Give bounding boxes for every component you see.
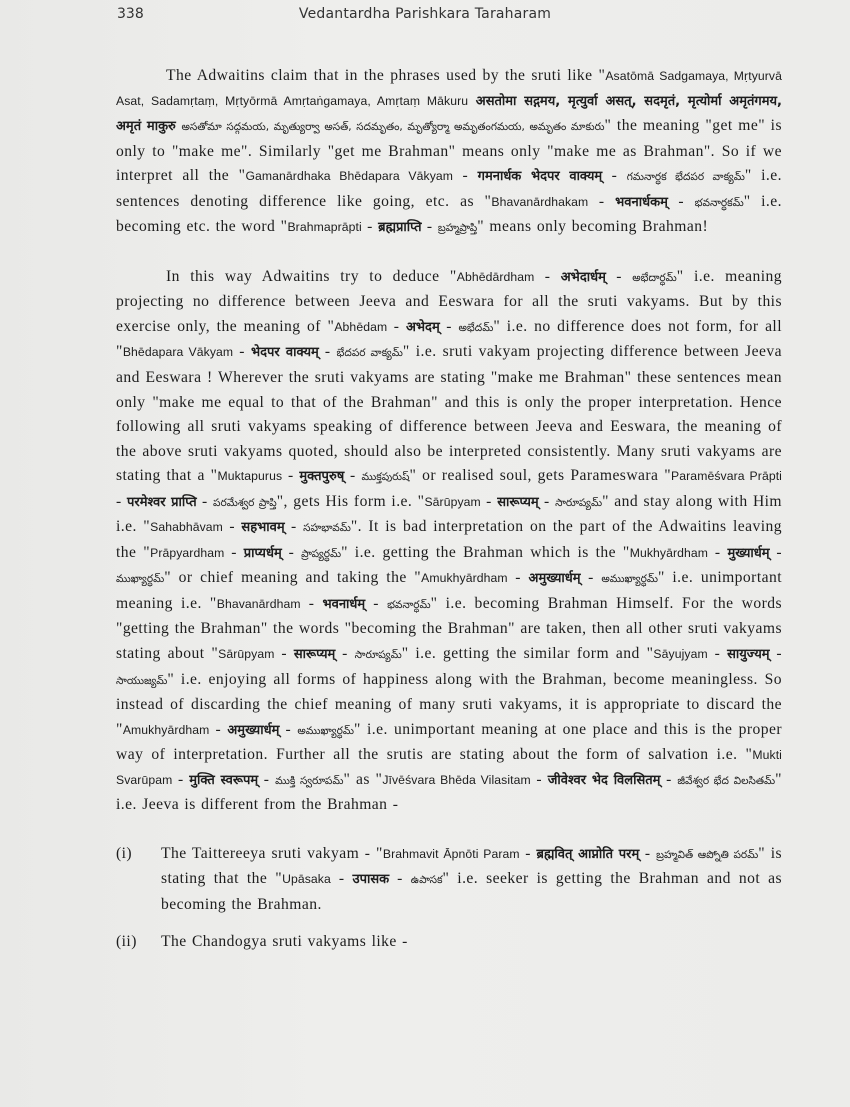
text-run [468,92,476,109]
devanagari-term: अभेदार्धम् [560,269,606,285]
text-run: - [421,218,438,236]
devanagari-term: सायुज्यम् [727,647,770,663]
text-run: " i.e. meaning projecting no difference between Jeeva and Eeswara for all the sruti vakyams. But by this exercise only, the meaning of " [116,267,782,335]
telugu-term: బ్రహ్మప్రాప్తి [437,222,478,235]
text-run: - [507,569,529,587]
list-item-1 [116,842,782,918]
text-run: - [365,594,388,612]
text-run: - [534,267,561,285]
text-run: " i.e. Jeeva is different from the Brahman - [116,770,782,814]
text-run: - [224,543,244,561]
telugu-term: సారూప్యమ్ [354,649,402,662]
text-run: - [209,720,228,738]
transliteration: Bhavanārdhakam [491,194,589,209]
transliteration: Asatōmā Sadgamaya, Mṛtyurvā Asat, Sadamṛtaṃ, Mṛtyōrmā Amṛtaṅgamaya, Amṛtaṃ Mākuru [116,69,782,108]
transliteration: Jīvēśvara Bhēda Vilasitam [382,772,531,787]
transliteration: Sārūpyam [218,647,275,662]
text-run: " means only becoming Brahman! [477,218,709,236]
paragraph-2 [116,265,782,818]
text-run: - [530,770,548,788]
text-run: In this way Adwaitins try to deduce " [166,267,457,285]
text-run: - [769,543,783,561]
devanagari-term: भवनार्धकम् [615,194,668,210]
text-run: - [233,343,251,361]
transliteration: Upāsaka [282,872,331,887]
transliteration: Sahabhāvam [150,520,223,535]
text-run: - [389,870,411,888]
telugu-term: బ్రహ్మవిత్ ఆప్నోతి పరమ్ [656,848,759,861]
text-run: - [335,645,355,663]
page-body [116,64,782,954]
text-run: The Adwaitins claim that in the phrases used by the sruti like " [166,67,606,84]
text-run: " or realised soul, gets Parameswara " [409,467,672,485]
page-number: 338 [117,6,144,22]
text-run: " i.e. getting the Brahman which is the " [341,543,630,561]
text-run: ". It is bad interpretation on the part of the Adwaitins leaving the " [116,518,783,561]
devanagari-term: अमुख्यार्धम् [528,571,581,587]
telugu-term: భేదపర వాక్యమ్ [336,347,403,360]
paragraph-gap [116,241,782,265]
text-run: The Taittereeya sruti vakyam - " [161,844,383,862]
telugu-term: పరమేశ్వర ప్రాప్తి [213,496,277,509]
transliteration: Bhēdapara Vākyam [122,345,234,360]
text-run: " and stay along with Him i.e. " [116,492,783,536]
text-run: - [538,492,556,510]
text-run: - [439,317,459,335]
transliteration: Sāyujyam [653,647,708,662]
paragraph-1 [116,64,782,241]
text-run: - [258,770,276,788]
devanagari-term: जीवेश्वर भेद विलसितम् [547,772,661,788]
text-run: " i.e. sentences denoting difference like going, etc. as " [116,167,782,210]
text-run: " i.e. becoming Brahman Himself. For the words "getting the Brahman" the words "becoming the Brahman" are taken, then all other sruti vakyams stating about " [116,594,783,663]
transliteration: Sārūpyam [424,494,481,509]
devanagari-term: असतोमा सद्गमय, मृत्युर्वा असत्, सदमृतं, मृत्योर्मा अमृतंगमय, अमृतं माकुरु [116,93,782,135]
list-item-2 [116,930,782,954]
devanagari-term: अमुख्यार्धम् [227,722,280,738]
text-run: - [344,467,362,485]
devanagari-term: मुक्ति स्वरूपम् [189,772,259,788]
text-run: - [274,645,294,663]
devanagari-term: ब्रह्मवित् आप्नोति परम् [536,846,640,862]
telugu-term: ఉపాసక [410,874,443,887]
text-run: - [660,770,678,788]
devanagari-term: मुक्तपुरुष् [299,469,345,485]
text-run: - [602,167,627,185]
text-run: - [580,569,602,587]
text-run: - [453,167,478,185]
transliteration: Muktapurus [217,469,283,484]
telugu-term: సాయుజ్యమ్ [116,674,168,687]
telugu-term: భవనార్ధమ్ [387,598,431,611]
devanagari-term: ब्रह्मप्राप्ति [378,220,422,236]
text-run: - [667,192,695,210]
text-run: " i.e. enjoying all forms of happiness along with the Brahman, become meaningless. So instead of discarding the chief meaning of many sruti vakyams, it is appropriate to discard the " [116,670,782,738]
text-run: " as " [343,770,383,788]
transliteration: Gamanārdhaka Bhēdapara Vākyam [245,169,454,184]
list-item-number: (i) [116,844,133,862]
transliteration: Mukhyārdham [629,545,709,560]
text-run: " i.e. getting the similar form and " [401,645,654,663]
telugu-term: ప్రాప్యర్ధమ్ [301,547,342,560]
devanagari-term: सहभावम् [241,520,285,536]
text-run: " i.e. unimportant meaning i.e. " [116,569,783,612]
text-run: - [279,720,298,738]
transliteration: Amukhyārdham [122,722,210,737]
text-run: - [281,543,302,561]
text-run: - [222,518,242,536]
text-run: - [172,770,190,788]
transliteration: Abhēdārdham [456,269,535,284]
telugu-term: అభేదమ్ [458,321,494,334]
telugu-term: సారూప్యమ్ [555,496,603,509]
text-run: " i.e. becoming etc. the word " [116,192,783,236]
text-run: - [769,645,783,663]
text-run: " is stating that the " [161,844,783,888]
text-run: " i.e. no difference does not form, for all " [116,317,782,361]
running-title: Vedantardha Parishkara Taraharam [298,6,552,22]
list-item-number: (ii) [116,932,137,950]
text-run: " i.e. sruti vakyam projecting difference between Jeeva and Eeswara ! Wherever the sruti vakyams are stating "make me Brahman" these sentences mean only "make me equal to that of the Brahman" and this is only the proper interpretation. Hence following all sruti vakyams speaking of difference between Jeeva and Eeswara, the meaning of the above sruti vakyams quoted, should also be interpreted consistently. Many sruti vakyams are stating that a " [116,343,783,485]
devanagari-term: गमनार्धक भेदपर वाक्यम् [477,169,603,185]
text-run: - [282,467,300,485]
text-run: - [284,518,304,536]
text-run: - [196,492,214,510]
text-run: " or chief meaning and taking the " [164,569,422,587]
text-run: - [588,192,616,210]
text-run: " the meaning "get me" is only to "make me". Similarly "get me Brahman" means only "make me as Brahman". So if we interpret all the " [116,117,782,185]
transliteration: Bhavanārdham [216,596,301,611]
text-run: - [605,267,633,285]
text-run: The Chandogya sruti vakyams like - [161,932,408,950]
text-run: - [707,645,728,663]
transliteration: Abhēdam [334,319,388,334]
transliteration: Brahmaprāpti [287,220,362,235]
telugu-term: అసతోమా సద్గమయ, మృత్యుర్వా అసత్, సదమృతం, మృత్యోర్మా అమృతంగమయ, అమృతం మాకురు [181,121,605,134]
telugu-term: ముఖ్యార్ధమ్ [116,573,165,586]
devanagari-term: सारूप्यम् [497,494,539,510]
devanagari-term: भवनार्धम् [322,596,366,612]
devanagari-term: उपासक [352,872,390,888]
text-run: - [361,218,379,236]
transliteration: Mukti Svarūpam [116,748,782,787]
telugu-term: సహభావమ్ [303,522,351,535]
telugu-term: అభేదార్ధమ్ [632,271,677,284]
text-run: - [116,492,128,510]
devanagari-term: परमेश्वर प्राप्ति [127,494,197,510]
text-run: - [387,317,406,335]
text-run: " i.e. unimportant meaning at one place and this is the proper way of interpretation. Further all the srutis are stating about the form of salvation i.e. " [116,720,782,764]
transliteration: Brahmavit Āpnōti Param [382,846,520,861]
text-run: - [708,543,728,561]
devanagari-term: मुख्यार्धम् [727,545,770,561]
devanagari-term: सारूप्यम् [293,647,336,663]
paragraph-gap [116,918,782,930]
telugu-term: ముక్తపురుష్ [361,471,410,484]
telugu-term: భవనార్ధకమ్ [694,196,744,209]
telugu-term: అముఖ్యార్ధమ్ [297,724,354,737]
text-run: - [519,844,537,862]
telugu-term: ముక్తి స్వరూపమ్ [275,774,344,787]
telugu-term: జీవేశ్వర భేద విలసితమ్ [677,774,776,787]
text-run: - [639,844,657,862]
telugu-term: అముఖ్యార్ధమ్ [601,573,658,586]
devanagari-term: अभेदम् [405,319,440,335]
text-run: - [330,870,353,888]
transliteration: Amukhyārdham [421,571,508,586]
text-run: - [480,492,498,510]
transliteration: Prāpyardham [150,545,225,560]
devanagari-term: भेदपर वाक्यम् [250,345,319,361]
text-run: " i.e. seeker is getting the Brahman and not as becoming the Brahman. [161,870,783,913]
telugu-term: గమనార్ధక భేదపర వాక్యమ్ [626,171,745,184]
text-run: - [318,343,337,361]
devanagari-term: प्राप्यर्धम् [243,545,282,561]
text-run: - [300,594,323,612]
text-run: ", gets His form i.e. " [276,492,425,510]
paragraph-gap [116,818,782,842]
transliteration: Paramēśvara Prāpti [671,469,782,484]
